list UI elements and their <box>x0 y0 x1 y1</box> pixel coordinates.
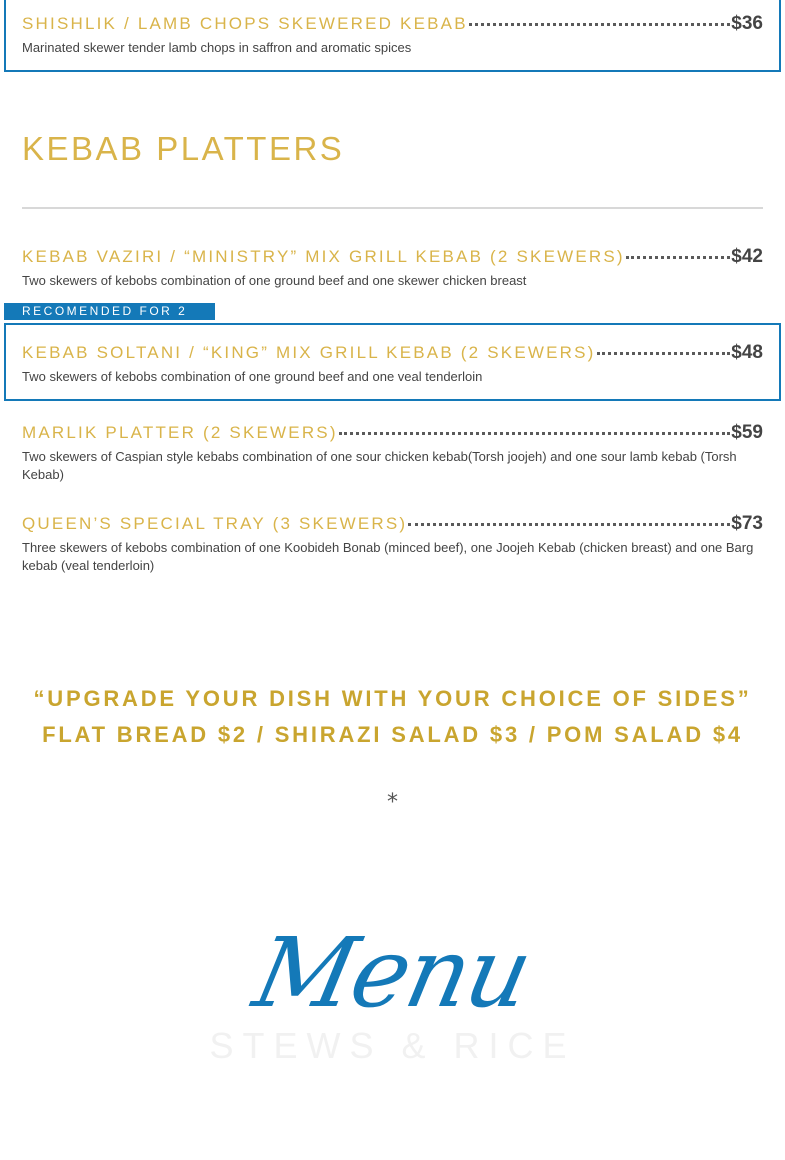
item-name: KEBAB SOLTANI / “KING” MIX GRILL KEBAB (2 SKEWERS) <box>22 343 596 362</box>
menu-item-soltani <box>22 342 763 386</box>
item-line <box>22 13 763 35</box>
sides-options: FLAT BREAD $2 / SHIRAZI SALAD $3 / POM SALAD $4 <box>42 722 743 747</box>
item-name: QUEEN’S SPECIAL TRAY (3 SKEWERS) <box>22 514 408 533</box>
item-line <box>22 422 763 444</box>
item-name: KEBAB VAZIRI / “MINISTRY” MIX GRILL KEBAB (2 SKEWERS) <box>22 247 625 266</box>
section-divider <box>22 207 763 209</box>
item-description: Three skewers of kebobs combination of one Koobideh Bonab (minced beef), one Joojeh Kebab (chicken breast) and one Barg kebab (veal tenderloin) <box>22 540 754 573</box>
item-line <box>22 342 763 364</box>
logo-script: Menu <box>245 917 540 1029</box>
sides-headline: “UPGRADE YOUR DISH WITH YOUR CHOICE OF SIDES” <box>33 686 752 711</box>
item-description: Two skewers of kebobs combination of one ground beef and one veal tenderloin <box>22 369 483 384</box>
dot-leader <box>626 256 731 259</box>
item-description: Marinated skewer tender lamb chops in saffron and aromatic spices <box>22 40 412 55</box>
item-price: $48 <box>731 342 763 363</box>
menu-item-marlik <box>22 422 763 484</box>
menu-item-shishlik <box>22 13 763 57</box>
section-title: KEBAB PLATTERS <box>22 130 345 167</box>
item-price: $73 <box>731 513 763 534</box>
dot-leader <box>339 432 731 435</box>
item-description: Two skewers of kebobs combination of one ground beef and one skewer chicken breast <box>22 273 527 288</box>
menu-item-queens-tray <box>22 513 763 575</box>
item-name: MARLIK PLATTER (2 SKEWERS) <box>22 423 338 442</box>
asterisk-icon: * <box>387 790 398 815</box>
item-price: $42 <box>731 246 763 267</box>
item-price: $36 <box>731 13 763 34</box>
item-price: $59 <box>731 422 763 443</box>
dot-leader <box>469 23 731 26</box>
item-name: SHISHLIK / LAMB CHOPS SKEWERED KEBAB <box>22 14 468 33</box>
logo-subtitle: STEWS & RICE <box>209 1025 576 1066</box>
item-description: Two skewers of Caspian style kebabs combination of one sour chicken kebab(Torsh joojeh) and one sour lamb kebab (Torsh Kebab) <box>22 449 737 482</box>
item-line <box>22 513 763 535</box>
recommended-badge: RECOMENDED FOR 2 <box>4 303 215 320</box>
dot-leader <box>597 352 731 355</box>
menu-logo <box>0 917 785 1029</box>
menu-item-vaziri <box>22 246 763 290</box>
dot-leader <box>408 523 730 526</box>
item-line <box>22 246 763 268</box>
